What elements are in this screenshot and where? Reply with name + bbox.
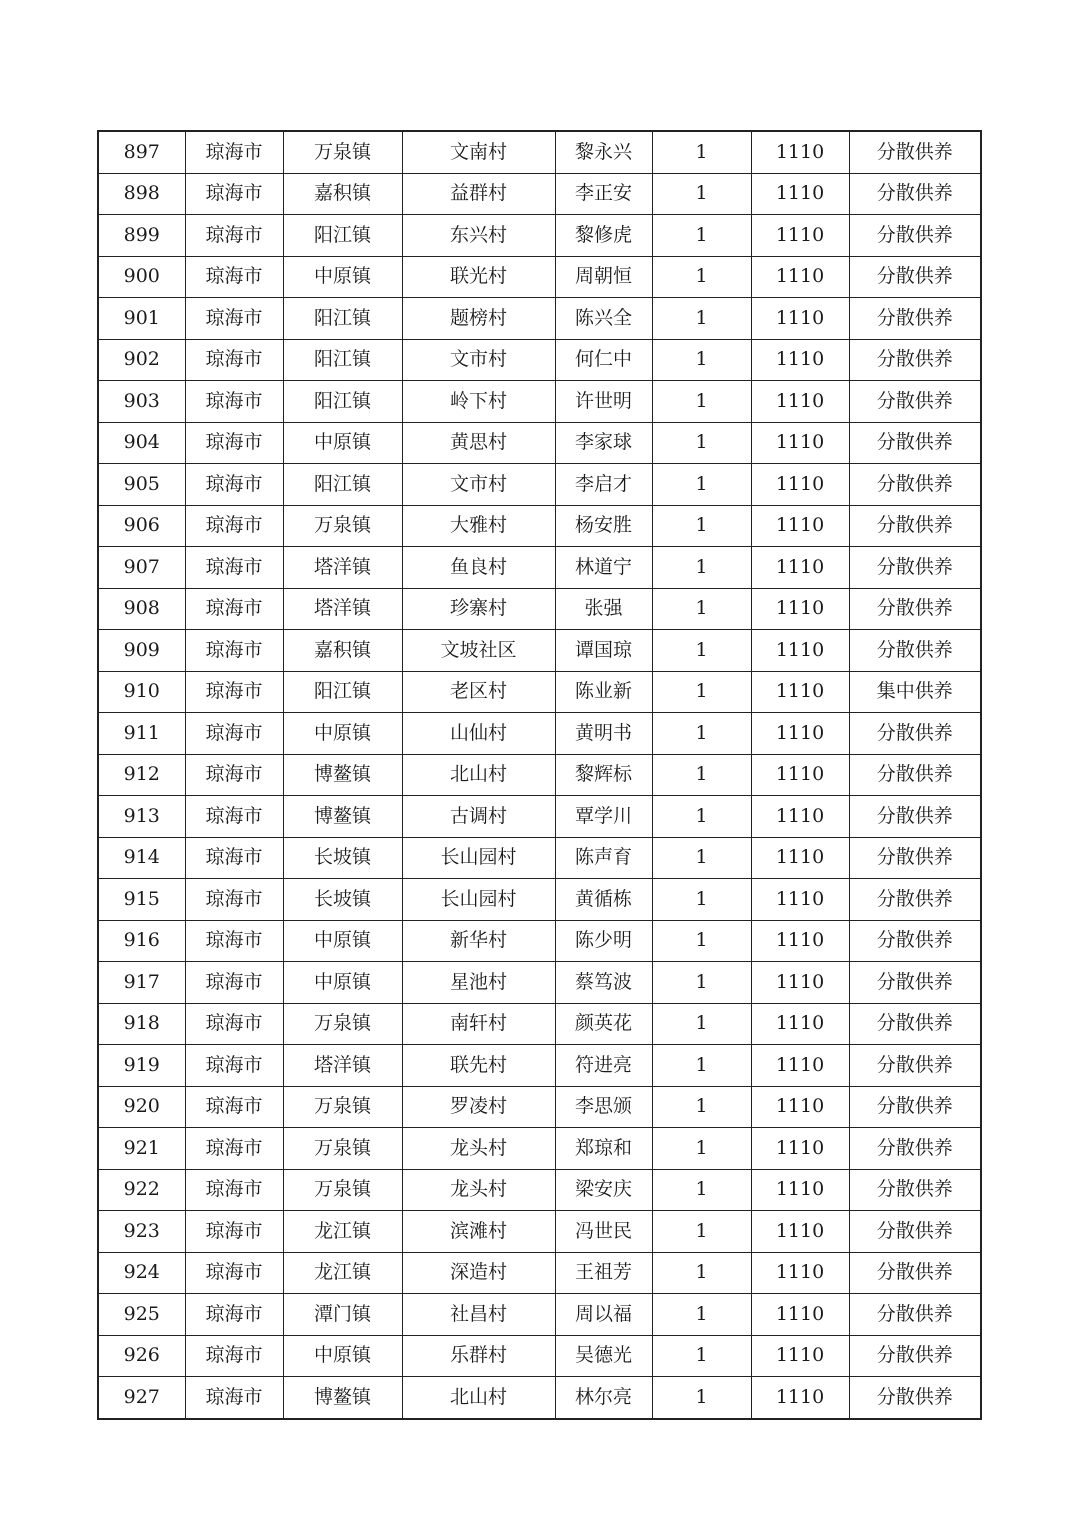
count-cell: 1 — [652, 1045, 751, 1087]
table-row — [98, 1003, 981, 1045]
amount-cell: 1110 — [751, 1294, 849, 1336]
town-cell: 阳江镇 — [283, 215, 402, 257]
city-cell: 琼海市 — [185, 256, 283, 298]
support-type-cell: 分散供养 — [849, 920, 981, 962]
town-cell: 万泉镇 — [283, 1169, 402, 1211]
name-cell: 梁安庆 — [555, 1169, 652, 1211]
name-cell: 许世明 — [555, 381, 652, 423]
table-row — [98, 464, 981, 506]
village-cell: 文市村 — [402, 339, 555, 381]
amount-cell: 1110 — [751, 1377, 849, 1419]
village-cell: 大雅村 — [402, 505, 555, 547]
count-cell: 1 — [652, 381, 751, 423]
village-cell: 深造村 — [402, 1252, 555, 1294]
town-cell: 万泉镇 — [283, 505, 402, 547]
city-cell: 琼海市 — [185, 422, 283, 464]
village-cell: 北山村 — [402, 1377, 555, 1419]
serial-number-cell: 915 — [98, 879, 185, 921]
village-cell: 益群村 — [402, 173, 555, 215]
serial-number-cell: 918 — [98, 1003, 185, 1045]
support-type-cell: 分散供养 — [849, 1335, 981, 1377]
city-cell: 琼海市 — [185, 1128, 283, 1170]
table-row — [98, 339, 981, 381]
amount-cell: 1110 — [751, 1128, 849, 1170]
serial-number-cell: 910 — [98, 671, 185, 713]
village-cell: 长山园村 — [402, 837, 555, 879]
name-cell: 郑琼和 — [555, 1128, 652, 1170]
count-cell: 1 — [652, 1003, 751, 1045]
amount-cell: 1110 — [751, 505, 849, 547]
count-cell: 1 — [652, 339, 751, 381]
city-cell: 琼海市 — [185, 173, 283, 215]
town-cell: 万泉镇 — [283, 1086, 402, 1128]
support-type-cell: 分散供养 — [849, 713, 981, 755]
amount-cell: 1110 — [751, 630, 849, 672]
village-cell: 文市村 — [402, 464, 555, 506]
amount-cell: 1110 — [751, 422, 849, 464]
count-cell: 1 — [652, 464, 751, 506]
serial-number-cell: 917 — [98, 962, 185, 1004]
table-row — [98, 1086, 981, 1128]
name-cell: 蔡笃波 — [555, 962, 652, 1004]
support-type-cell: 分散供养 — [849, 1045, 981, 1087]
support-type-cell: 分散供养 — [849, 879, 981, 921]
name-cell: 颜英花 — [555, 1003, 652, 1045]
city-cell: 琼海市 — [185, 381, 283, 423]
table-row — [98, 1169, 981, 1211]
city-cell: 琼海市 — [185, 671, 283, 713]
name-cell: 何仁中 — [555, 339, 652, 381]
village-cell: 题榜村 — [402, 298, 555, 340]
city-cell: 琼海市 — [185, 1086, 283, 1128]
city-cell: 琼海市 — [185, 1169, 283, 1211]
name-cell: 陈业新 — [555, 671, 652, 713]
amount-cell: 1110 — [751, 713, 849, 755]
serial-number-cell: 921 — [98, 1128, 185, 1170]
village-cell: 岭下村 — [402, 381, 555, 423]
village-cell: 南轩村 — [402, 1003, 555, 1045]
name-cell: 黎辉标 — [555, 754, 652, 796]
table-row — [98, 796, 981, 838]
amount-cell: 1110 — [751, 1335, 849, 1377]
name-cell: 林道宁 — [555, 547, 652, 589]
name-cell: 李思颁 — [555, 1086, 652, 1128]
serial-number-cell: 907 — [98, 547, 185, 589]
count-cell: 1 — [652, 671, 751, 713]
city-cell: 琼海市 — [185, 1211, 283, 1253]
count-cell: 1 — [652, 1252, 751, 1294]
table-row — [98, 1045, 981, 1087]
count-cell: 1 — [652, 1377, 751, 1419]
support-type-cell: 分散供养 — [849, 256, 981, 298]
serial-number-cell: 923 — [98, 1211, 185, 1253]
count-cell: 1 — [652, 547, 751, 589]
village-cell: 滨滩村 — [402, 1211, 555, 1253]
village-cell: 东兴村 — [402, 215, 555, 257]
town-cell: 中原镇 — [283, 962, 402, 1004]
village-cell: 星池村 — [402, 962, 555, 1004]
city-cell: 琼海市 — [185, 131, 283, 173]
serial-number-cell: 922 — [98, 1169, 185, 1211]
village-cell: 文南村 — [402, 131, 555, 173]
support-type-cell: 分散供养 — [849, 215, 981, 257]
count-cell: 1 — [652, 630, 751, 672]
name-cell: 冯世民 — [555, 1211, 652, 1253]
support-type-cell: 分散供养 — [849, 131, 981, 173]
count-cell: 1 — [652, 173, 751, 215]
table-row — [98, 754, 981, 796]
serial-number-cell: 916 — [98, 920, 185, 962]
village-cell: 罗凌村 — [402, 1086, 555, 1128]
city-cell: 琼海市 — [185, 1335, 283, 1377]
support-type-cell: 分散供养 — [849, 630, 981, 672]
town-cell: 塔洋镇 — [283, 588, 402, 630]
name-cell: 陈声育 — [555, 837, 652, 879]
table-row — [98, 671, 981, 713]
amount-cell: 1110 — [751, 298, 849, 340]
count-cell: 1 — [652, 215, 751, 257]
table-row — [98, 547, 981, 589]
city-cell: 琼海市 — [185, 1252, 283, 1294]
table-row — [98, 713, 981, 755]
count-cell: 1 — [652, 1335, 751, 1377]
table-row — [98, 422, 981, 464]
town-cell: 嘉积镇 — [283, 630, 402, 672]
name-cell: 张强 — [555, 588, 652, 630]
support-type-cell: 分散供养 — [849, 173, 981, 215]
town-cell: 中原镇 — [283, 422, 402, 464]
amount-cell: 1110 — [751, 754, 849, 796]
name-cell: 覃学川 — [555, 796, 652, 838]
table-row — [98, 256, 981, 298]
town-cell: 万泉镇 — [283, 131, 402, 173]
city-cell: 琼海市 — [185, 505, 283, 547]
village-cell: 乐群村 — [402, 1335, 555, 1377]
serial-number-cell: 897 — [98, 131, 185, 173]
support-type-cell: 分散供养 — [849, 1169, 981, 1211]
town-cell: 嘉积镇 — [283, 173, 402, 215]
amount-cell: 1110 — [751, 381, 849, 423]
amount-cell: 1110 — [751, 588, 849, 630]
serial-number-cell: 906 — [98, 505, 185, 547]
support-type-cell: 分散供养 — [849, 381, 981, 423]
amount-cell: 1110 — [751, 962, 849, 1004]
amount-cell: 1110 — [751, 1211, 849, 1253]
support-type-cell: 分散供养 — [849, 298, 981, 340]
table-row — [98, 173, 981, 215]
name-cell: 吴德光 — [555, 1335, 652, 1377]
village-cell: 文坡社区 — [402, 630, 555, 672]
name-cell: 杨安胜 — [555, 505, 652, 547]
serial-number-cell: 903 — [98, 381, 185, 423]
serial-number-cell: 924 — [98, 1252, 185, 1294]
support-type-cell: 分散供养 — [849, 754, 981, 796]
count-cell: 1 — [652, 1294, 751, 1336]
village-cell: 黄思村 — [402, 422, 555, 464]
name-cell: 王祖芳 — [555, 1252, 652, 1294]
amount-cell: 1110 — [751, 215, 849, 257]
amount-cell: 1110 — [751, 547, 849, 589]
table-row — [98, 1377, 981, 1419]
city-cell: 琼海市 — [185, 588, 283, 630]
name-cell: 林尔亮 — [555, 1377, 652, 1419]
support-type-cell: 分散供养 — [849, 962, 981, 1004]
name-cell: 谭国琼 — [555, 630, 652, 672]
table-row — [98, 1252, 981, 1294]
amount-cell: 1110 — [751, 671, 849, 713]
village-cell: 古调村 — [402, 796, 555, 838]
count-cell: 1 — [652, 796, 751, 838]
name-cell: 李家球 — [555, 422, 652, 464]
amount-cell: 1110 — [751, 1003, 849, 1045]
support-type-cell: 分散供养 — [849, 1377, 981, 1419]
amount-cell: 1110 — [751, 1169, 849, 1211]
village-cell: 龙头村 — [402, 1169, 555, 1211]
serial-number-cell: 898 — [98, 173, 185, 215]
town-cell: 博鳌镇 — [283, 754, 402, 796]
serial-number-cell: 905 — [98, 464, 185, 506]
table-row — [98, 879, 981, 921]
count-cell: 1 — [652, 256, 751, 298]
serial-number-cell: 927 — [98, 1377, 185, 1419]
amount-cell: 1110 — [751, 173, 849, 215]
serial-number-cell: 899 — [98, 215, 185, 257]
city-cell: 琼海市 — [185, 1377, 283, 1419]
amount-cell: 1110 — [751, 837, 849, 879]
town-cell: 中原镇 — [283, 920, 402, 962]
village-cell: 珍寨村 — [402, 588, 555, 630]
name-cell: 陈少明 — [555, 920, 652, 962]
city-cell: 琼海市 — [185, 630, 283, 672]
village-cell: 山仙村 — [402, 713, 555, 755]
support-type-cell: 集中供养 — [849, 671, 981, 713]
serial-number-cell: 904 — [98, 422, 185, 464]
village-cell: 长山园村 — [402, 879, 555, 921]
town-cell: 博鳌镇 — [283, 1377, 402, 1419]
serial-number-cell: 900 — [98, 256, 185, 298]
count-cell: 1 — [652, 1211, 751, 1253]
town-cell: 阳江镇 — [283, 671, 402, 713]
serial-number-cell: 908 — [98, 588, 185, 630]
town-cell: 中原镇 — [283, 256, 402, 298]
count-cell: 1 — [652, 1169, 751, 1211]
table-row — [98, 505, 981, 547]
city-cell: 琼海市 — [185, 837, 283, 879]
support-type-cell: 分散供养 — [849, 1128, 981, 1170]
table-row — [98, 298, 981, 340]
amount-cell: 1110 — [751, 920, 849, 962]
name-cell: 黎永兴 — [555, 131, 652, 173]
city-cell: 琼海市 — [185, 962, 283, 1004]
table-row — [98, 381, 981, 423]
count-cell: 1 — [652, 505, 751, 547]
table-row — [98, 837, 981, 879]
town-cell: 龙江镇 — [283, 1252, 402, 1294]
serial-number-cell: 909 — [98, 630, 185, 672]
table-row — [98, 630, 981, 672]
count-cell: 1 — [652, 879, 751, 921]
serial-number-cell: 920 — [98, 1086, 185, 1128]
amount-cell: 1110 — [751, 1252, 849, 1294]
table-row — [98, 588, 981, 630]
support-type-cell: 分散供养 — [849, 1086, 981, 1128]
town-cell: 长坡镇 — [283, 837, 402, 879]
count-cell: 1 — [652, 713, 751, 755]
village-cell: 新华村 — [402, 920, 555, 962]
city-cell: 琼海市 — [185, 920, 283, 962]
town-cell: 阳江镇 — [283, 381, 402, 423]
name-cell: 周朝恒 — [555, 256, 652, 298]
town-cell: 中原镇 — [283, 1335, 402, 1377]
city-cell: 琼海市 — [185, 547, 283, 589]
town-cell: 潭门镇 — [283, 1294, 402, 1336]
town-cell: 长坡镇 — [283, 879, 402, 921]
amount-cell: 1110 — [751, 131, 849, 173]
roster-table — [97, 130, 982, 1420]
amount-cell: 1110 — [751, 339, 849, 381]
serial-number-cell: 911 — [98, 713, 185, 755]
city-cell: 琼海市 — [185, 215, 283, 257]
count-cell: 1 — [652, 837, 751, 879]
town-cell: 阳江镇 — [283, 298, 402, 340]
name-cell: 黄明书 — [555, 713, 652, 755]
city-cell: 琼海市 — [185, 1294, 283, 1336]
support-type-cell: 分散供养 — [849, 339, 981, 381]
table-row — [98, 1335, 981, 1377]
serial-number-cell: 925 — [98, 1294, 185, 1336]
count-cell: 1 — [652, 1128, 751, 1170]
town-cell: 塔洋镇 — [283, 1045, 402, 1087]
table-row — [98, 920, 981, 962]
city-cell: 琼海市 — [185, 339, 283, 381]
town-cell: 万泉镇 — [283, 1128, 402, 1170]
table-row — [98, 1211, 981, 1253]
amount-cell: 1110 — [751, 464, 849, 506]
serial-number-cell: 913 — [98, 796, 185, 838]
amount-cell: 1110 — [751, 1045, 849, 1087]
name-cell: 李启才 — [555, 464, 652, 506]
amount-cell: 1110 — [751, 879, 849, 921]
town-cell: 阳江镇 — [283, 464, 402, 506]
name-cell: 符进亮 — [555, 1045, 652, 1087]
count-cell: 1 — [652, 920, 751, 962]
amount-cell: 1110 — [751, 796, 849, 838]
serial-number-cell: 912 — [98, 754, 185, 796]
support-type-cell: 分散供养 — [849, 837, 981, 879]
serial-number-cell: 901 — [98, 298, 185, 340]
town-cell: 中原镇 — [283, 713, 402, 755]
support-type-cell: 分散供养 — [849, 505, 981, 547]
table-row — [98, 962, 981, 1004]
support-type-cell: 分散供养 — [849, 464, 981, 506]
city-cell: 琼海市 — [185, 879, 283, 921]
table-row — [98, 1294, 981, 1336]
name-cell: 周以福 — [555, 1294, 652, 1336]
table-row — [98, 1128, 981, 1170]
serial-number-cell: 914 — [98, 837, 185, 879]
support-type-cell: 分散供养 — [849, 1003, 981, 1045]
serial-number-cell: 919 — [98, 1045, 185, 1087]
count-cell: 1 — [652, 588, 751, 630]
support-type-cell: 分散供养 — [849, 422, 981, 464]
village-cell: 鱼良村 — [402, 547, 555, 589]
support-type-cell: 分散供养 — [849, 547, 981, 589]
count-cell: 1 — [652, 1086, 751, 1128]
village-cell: 龙头村 — [402, 1128, 555, 1170]
table-row — [98, 215, 981, 257]
city-cell: 琼海市 — [185, 298, 283, 340]
city-cell: 琼海市 — [185, 464, 283, 506]
town-cell: 博鳌镇 — [283, 796, 402, 838]
city-cell: 琼海市 — [185, 1045, 283, 1087]
name-cell: 李正安 — [555, 173, 652, 215]
city-cell: 琼海市 — [185, 1003, 283, 1045]
town-cell: 龙江镇 — [283, 1211, 402, 1253]
support-type-cell: 分散供养 — [849, 588, 981, 630]
village-cell: 联光村 — [402, 256, 555, 298]
city-cell: 琼海市 — [185, 713, 283, 755]
town-cell: 阳江镇 — [283, 339, 402, 381]
support-type-cell: 分散供养 — [849, 1252, 981, 1294]
name-cell: 黄循栋 — [555, 879, 652, 921]
count-cell: 1 — [652, 131, 751, 173]
village-cell: 社昌村 — [402, 1294, 555, 1336]
amount-cell: 1110 — [751, 1086, 849, 1128]
support-type-cell: 分散供养 — [849, 1211, 981, 1253]
support-type-cell: 分散供养 — [849, 796, 981, 838]
count-cell: 1 — [652, 422, 751, 464]
city-cell: 琼海市 — [185, 796, 283, 838]
name-cell: 黎修虎 — [555, 215, 652, 257]
town-cell: 万泉镇 — [283, 1003, 402, 1045]
town-cell: 塔洋镇 — [283, 547, 402, 589]
table-body — [98, 131, 981, 1419]
city-cell: 琼海市 — [185, 754, 283, 796]
table-row — [98, 131, 981, 173]
support-type-cell: 分散供养 — [849, 1294, 981, 1336]
village-cell: 联先村 — [402, 1045, 555, 1087]
amount-cell: 1110 — [751, 256, 849, 298]
name-cell: 陈兴全 — [555, 298, 652, 340]
count-cell: 1 — [652, 754, 751, 796]
village-cell: 老区村 — [402, 671, 555, 713]
count-cell: 1 — [652, 298, 751, 340]
serial-number-cell: 902 — [98, 339, 185, 381]
serial-number-cell: 926 — [98, 1335, 185, 1377]
village-cell: 北山村 — [402, 754, 555, 796]
count-cell: 1 — [652, 962, 751, 1004]
